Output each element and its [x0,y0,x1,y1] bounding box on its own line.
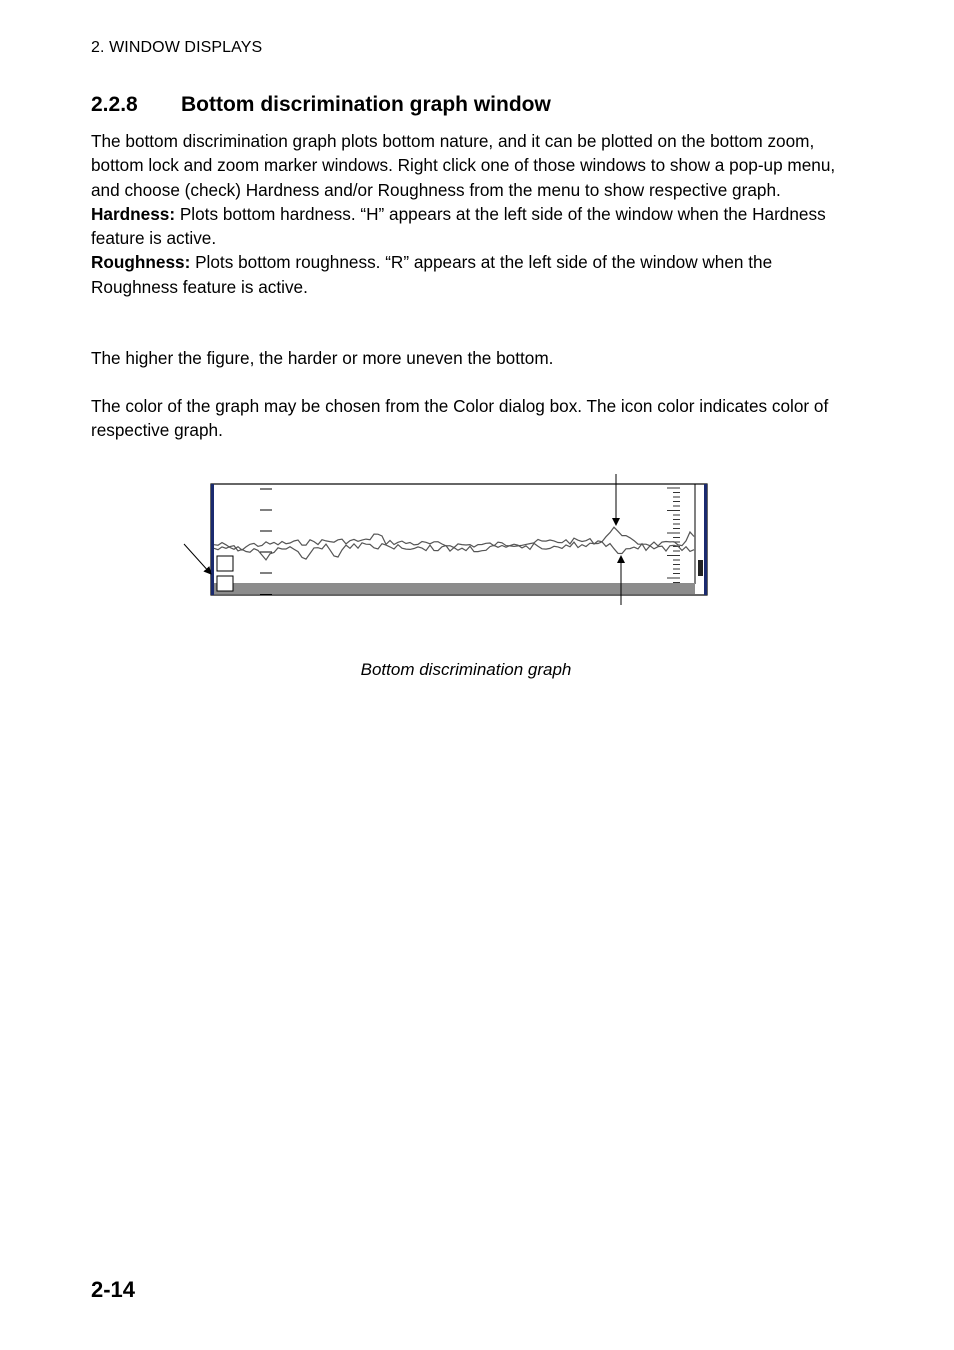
bottom-discrimination-figure [176,470,716,610]
intro-paragraph: The bottom discrimination graph plots bottom nature, and it can be plotted on the bottom zoom, bottom lock and zoom marker windows. Right click one of those windows to show a pop-up menu, and choose (check) Hardness and/or Roughness from the menu to show respective graph. [91,131,836,200]
roughness-term: Roughness: [91,252,191,273]
section-heading [91,93,551,117]
roughness-text: Plots bottom roughness. “R” appears at the left side of the window when the Roughness feature is active. [91,252,773,297]
icon-callout-arrow [184,544,211,574]
hardness-definition [91,202,836,251]
running-header: 2. WINDOW DISPLAYS [91,39,263,56]
scale-marker [698,560,703,576]
color-paragraph: The color of the graph may be chosen from the Color dialog box. The icon color indicates color of respective graph. [91,396,829,441]
hardness-icon[interactable] [217,556,233,571]
higher-paragraph: The higher the figure, the harder or more uneven the bottom. [91,348,554,368]
bottom-band [214,583,695,594]
window-right-edge [704,484,707,595]
window-left-edge [211,484,214,595]
figure-caption: Bottom discrimination graph [360,660,572,679]
hardness-text: Plots bottom hardness. “H” appears at the left side of the window when the Hardness feature is active. [91,203,826,249]
bottom-discrimination-graph [176,470,716,610]
page-number: 2-14 [91,1277,136,1302]
roughness-icon[interactable] [217,576,233,591]
roughness-definition [91,250,836,299]
hardness-term: Hardness: [91,203,176,224]
intro-block [91,129,836,299]
section-number: 2.2.8 [91,93,138,116]
section-title: Bottom discrimination graph window [181,93,551,116]
